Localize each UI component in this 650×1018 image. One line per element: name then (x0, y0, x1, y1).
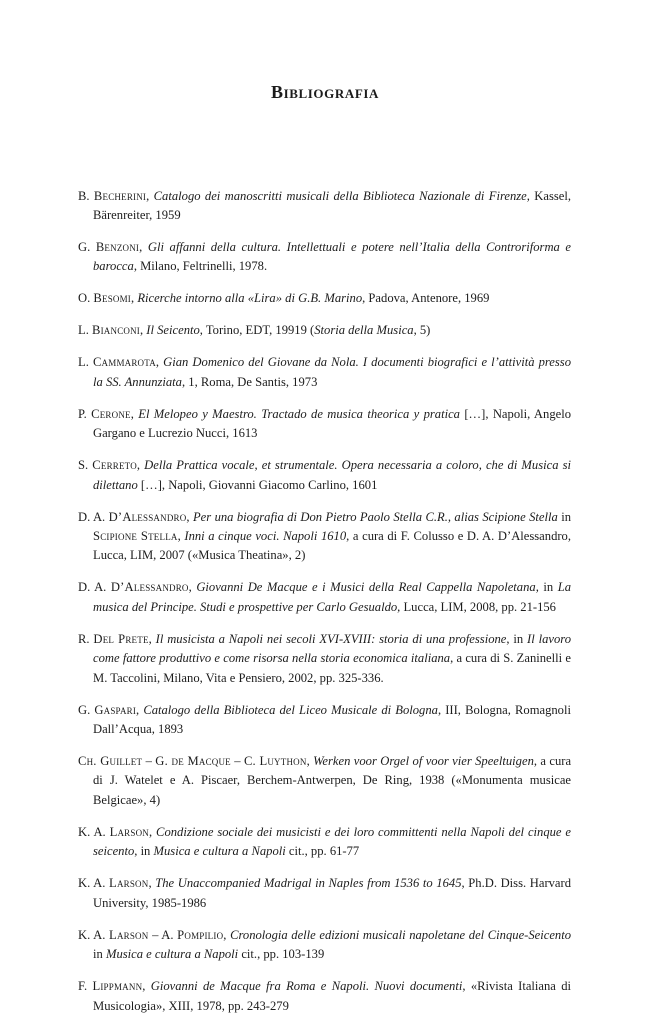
citation-text: , 5) (413, 323, 431, 338)
author-name: C. Luython (243, 754, 307, 769)
citation-text: , Ph.D. Diss. Harvard University, 1985-1986 (93, 876, 572, 910)
citation-text: , a cura di J. Watelet e A. Piscaer, Berchem-Antwerpen, De Ring, 1938 («Monumenta musicae Belgicae», 4) (93, 754, 572, 807)
citation-text: B. (78, 188, 94, 203)
author-name: Cerreto (92, 458, 137, 473)
citation-text: – (142, 754, 156, 769)
bibliography-entry (78, 289, 571, 308)
author-name: Becherini (93, 188, 147, 203)
author-name: Cammarota (92, 355, 156, 370)
work-title: Giovanni De Macque e i Musici della Real Cappella Napoletana, (196, 580, 539, 595)
work-title: Storia della Musica (314, 323, 414, 338)
author-name: Larson (109, 876, 149, 891)
bibliography-entry (78, 353, 571, 392)
citation-text: , (306, 754, 314, 769)
work-title: Cronologia delle edizioni musicali napoletane del Cinque-Seicento (230, 927, 572, 942)
citation-text: , (136, 458, 145, 473)
citation-text: , (136, 702, 144, 717)
citation-text: D. A. (78, 509, 109, 524)
citation-text: , (149, 824, 157, 839)
citation-text: , «Rivista Italiana di Musicologia», XIII, 1978, pp. 243-279 (93, 979, 572, 1013)
bibliography-entry (78, 578, 571, 617)
author-name: Ch. Guillet (78, 754, 143, 769)
citation-text: , Padova, Antenore, 1969 (362, 291, 490, 306)
citation-text: G. (78, 240, 96, 254)
work-title: Il lavoro come fattore produttivo e come risorsa nella storia economica italiana (93, 631, 572, 666)
work-title: Il Seicento (146, 323, 200, 338)
citation-text: , Milano, Feltrinelli, 1978. (133, 259, 268, 274)
work-title: Catalogo della Biblioteca del Liceo Musicale di Bologna (143, 702, 438, 717)
citation-text: K. A. (78, 927, 110, 942)
citation-text: , 1, Roma, De Santis, 1973 (181, 374, 318, 389)
bibliography-entry (78, 701, 571, 740)
author-name: Benzoni (95, 240, 140, 254)
citation-text: D. A. (78, 580, 111, 595)
bibliography-entry (78, 752, 571, 810)
citation-text: K. A. (78, 876, 110, 891)
bibliography-entry (78, 508, 571, 566)
citation-text: , (130, 406, 139, 421)
citation-text: cit., pp. 103-139 (238, 947, 325, 962)
bibliography-entry (78, 630, 571, 688)
work-title: Werken voor Orgel of voor vier Speeltuigen (313, 754, 534, 769)
citation-text: – A. (148, 927, 178, 942)
bibliography-entry (78, 977, 571, 1016)
bibliography-entry (78, 405, 571, 444)
work-title: Musica e cultura a Napoli (105, 947, 239, 962)
citation-text: […], Napoli, Angelo Gargano e Lucrezio Nucci, 1613 (93, 406, 571, 441)
citation-text: , (186, 509, 193, 524)
citation-text: , (142, 979, 151, 994)
citation-text: L. (78, 355, 93, 370)
author-name: G. de Macque (155, 754, 231, 769)
citation-text: – (230, 754, 244, 769)
citation-text: , III, Bologna, Romagnoli Dall’Acqua, 1893 (93, 702, 571, 737)
work-title: Musica e cultura a Napoli (153, 844, 286, 859)
work-title: Gian Domenico del Giovane da Nola. I documenti biografici e l’attività presso la SS. Annunziata (93, 355, 571, 389)
bibliography-entry (78, 187, 571, 226)
citation-text: S. (78, 458, 93, 473)
work-title: Il musicista a Napoli nei secoli XVI-XVIII: storia di una professione (155, 631, 507, 646)
author-name: Besomi (93, 291, 132, 306)
citation-text: R. (78, 631, 94, 646)
author-name: Larson (109, 927, 149, 942)
author-name: Del Prete (93, 631, 149, 646)
citation-text: in (93, 947, 106, 962)
work-title: El Melopeo y Maestro. Tractado de musica theorica y pratica (138, 406, 460, 421)
citation-text: , (140, 323, 147, 338)
work-title: Ricerche intorno alla «Lira» di G.B. Marino (137, 291, 363, 306)
work-title: Catalogo dei manoscritti musicali della Biblioteca Nazionale di Firenze, (153, 188, 530, 203)
bibliography-entry (78, 321, 571, 340)
citation-text: , (139, 240, 148, 254)
bibliography-entry (78, 874, 571, 913)
citation-text: , in (134, 844, 154, 859)
citation-text: in (538, 580, 558, 595)
citation-text: Lucca, LIM, 2008, pp. 21-156 (400, 599, 556, 614)
citation-text: , (177, 529, 185, 544)
citation-text: in (557, 509, 572, 524)
citation-text: F. (78, 979, 93, 994)
citation-text: Kassel, Bärenreiter, 1959 (93, 188, 572, 222)
author-name: Scipione Stella (93, 529, 178, 544)
work-title: La musica del Principe. Studi e prospettive per Carlo Gesualdo, (93, 580, 572, 614)
work-title: Condizione sociale dei musicisti e dei loro committenti nella Napoli del cinque e seicento (93, 824, 571, 859)
work-title: Gli affanni della cultura. Intellettuali e potere nell’Italia della Controriforma e barocca (93, 240, 571, 274)
citation-text: , (148, 631, 156, 646)
citation-text: , (155, 355, 164, 370)
citation-text: , (223, 927, 231, 942)
author-name: D’Alessandro (108, 509, 187, 524)
work-title: Giovanni de Macque fra Roma e Napoli. Nuovi documenti (150, 979, 463, 994)
work-title: Per una biografia di Don Pietro Paolo Stella C.R., alias Scipione Stella (192, 509, 558, 524)
citation-text: P. (78, 406, 92, 421)
citation-text: , Torino, EDT, 19919 ( (199, 323, 315, 338)
page-title: Bibliografia (270, 82, 380, 103)
work-title: Inni a cinque voci. Napoli 1610 (184, 529, 347, 544)
citation-text: , a cura di S. Zaninelli e M. Taccolini, Milano, Vita e Pensiero, 2002, pp. 325-336. (93, 651, 571, 685)
citation-text: , (131, 291, 138, 306)
work-title: Della Prattica vocale, et strumentale. Opera necessaria a coloro, che di Musica si dilettano (93, 458, 572, 492)
bibliography-list (78, 174, 571, 1018)
work-title: The Unaccompanied Madrigal in Naples from 1536 to 1645 (155, 876, 462, 891)
citation-text: O. (78, 291, 94, 306)
author-name: Bianconi (92, 323, 140, 338)
author-name: Larson (109, 824, 149, 839)
citation-text: L. (78, 323, 92, 338)
citation-text: cit., pp. 61-77 (285, 844, 360, 859)
author-name: Pompilio (177, 927, 224, 942)
citation-text: , a cura di F. Colusso e D. A. D’Alessandro, Lucca, LIM, 2007 («Musica Theatina», 2) (93, 529, 572, 563)
author-name: Gaspari (94, 702, 137, 717)
bibliography-entry (78, 456, 571, 495)
author-name: Cerone (91, 406, 131, 421)
author-name: D’Alessandro (110, 580, 189, 595)
bibliography-entry (78, 823, 571, 862)
citation-text: K. A. (78, 824, 110, 839)
bibliography-entry (78, 238, 571, 277)
citation-text: , (148, 876, 156, 891)
citation-text: […], Napoli, Giovanni Giacomo Carlino, 1601 (137, 477, 378, 492)
bibliography-entry (78, 926, 571, 965)
citation-text: , (188, 580, 197, 595)
author-name: Lippmann (92, 979, 143, 994)
citation-text: G. (78, 702, 95, 717)
citation-text: , (146, 188, 154, 203)
citation-text: , in (506, 631, 528, 646)
